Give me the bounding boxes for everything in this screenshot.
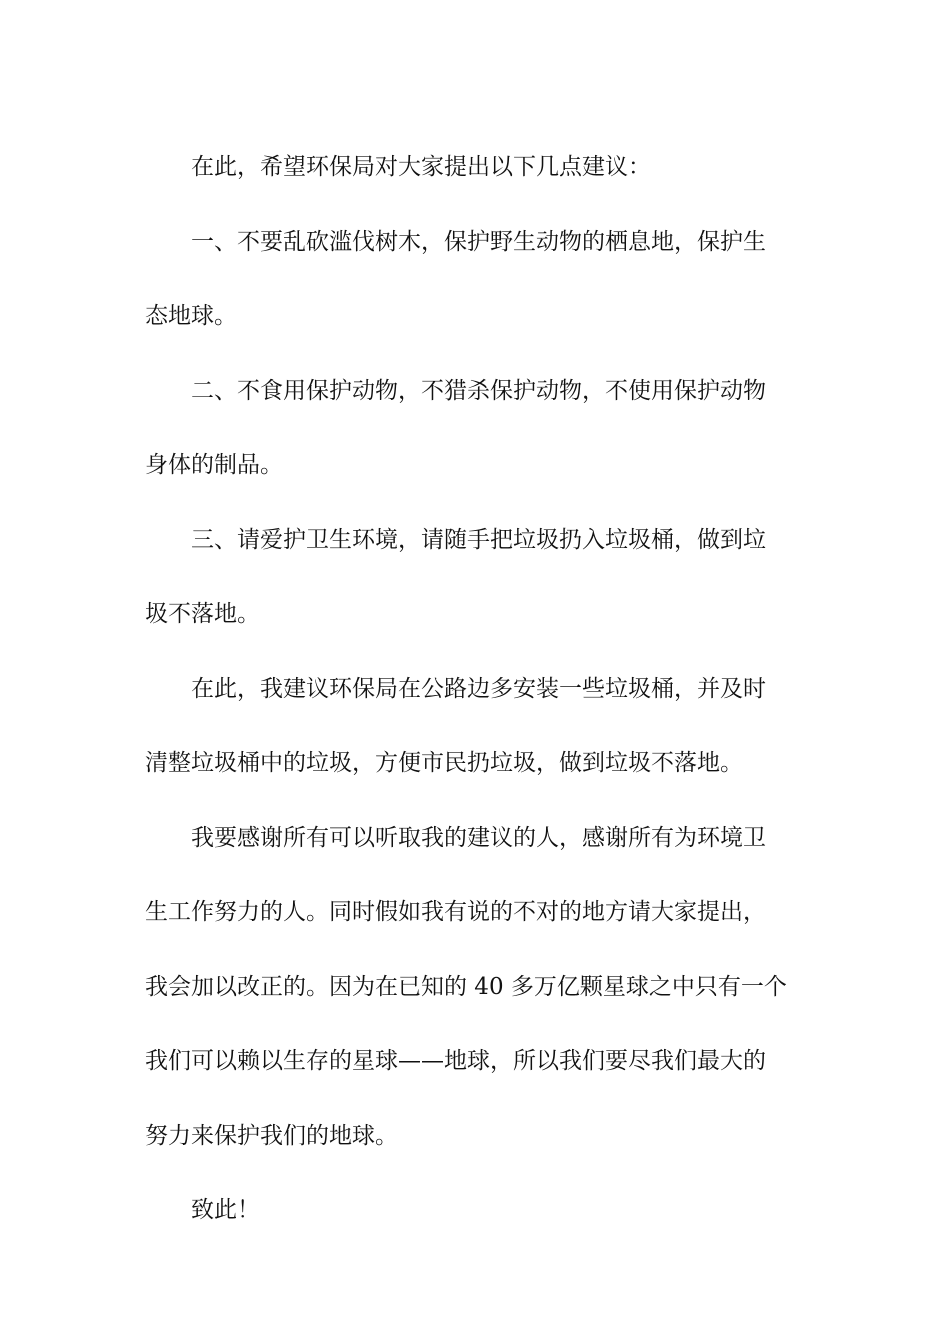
text-line: 身体的制品。 bbox=[145, 452, 283, 478]
text-line: 我要感谢所有可以听取我的建议的人，感谢所有为环境卫 bbox=[191, 824, 766, 851]
text-line: 在此，我建议环保局在公路边多安装一些垃圾桶，并及时 bbox=[191, 675, 766, 702]
text-line: 努力来保护我们的地球。 bbox=[145, 1122, 398, 1149]
text-line: 我们可以赖以生存的星球——地球，所以我们要尽我们最大的 bbox=[145, 1048, 766, 1074]
text-line: 态地球。 bbox=[145, 303, 237, 329]
text-line: 二、不食用保护动物，不猎杀保护动物，不使用保护动物 bbox=[191, 377, 766, 404]
text-line: 一、不要乱砍滥伐树木，保护野生动物的栖息地，保护生 bbox=[191, 228, 766, 255]
text-line: 清整垃圾桶中的垃圾，方便市民扔垃圾，做到垃圾不落地。 bbox=[145, 750, 743, 776]
text-line: 致此！ bbox=[191, 1197, 260, 1223]
text-line: 三、请爱护卫生环境，请随手把垃圾扔入垃圾桶，做到垃 bbox=[191, 526, 766, 553]
text-line: 我会加以改正的。因为在已知的 40 多万亿颗星球之中只有一个 bbox=[145, 973, 787, 1000]
document-body bbox=[145, 130, 809, 1248]
text-line: 生工作努力的人。同时假如我有说的不对的地方请大家提出， bbox=[145, 899, 766, 925]
text-line: 在此，希望环保局对大家提出以下几点建议： bbox=[191, 154, 651, 180]
text-line: 圾不落地。 bbox=[145, 601, 260, 627]
